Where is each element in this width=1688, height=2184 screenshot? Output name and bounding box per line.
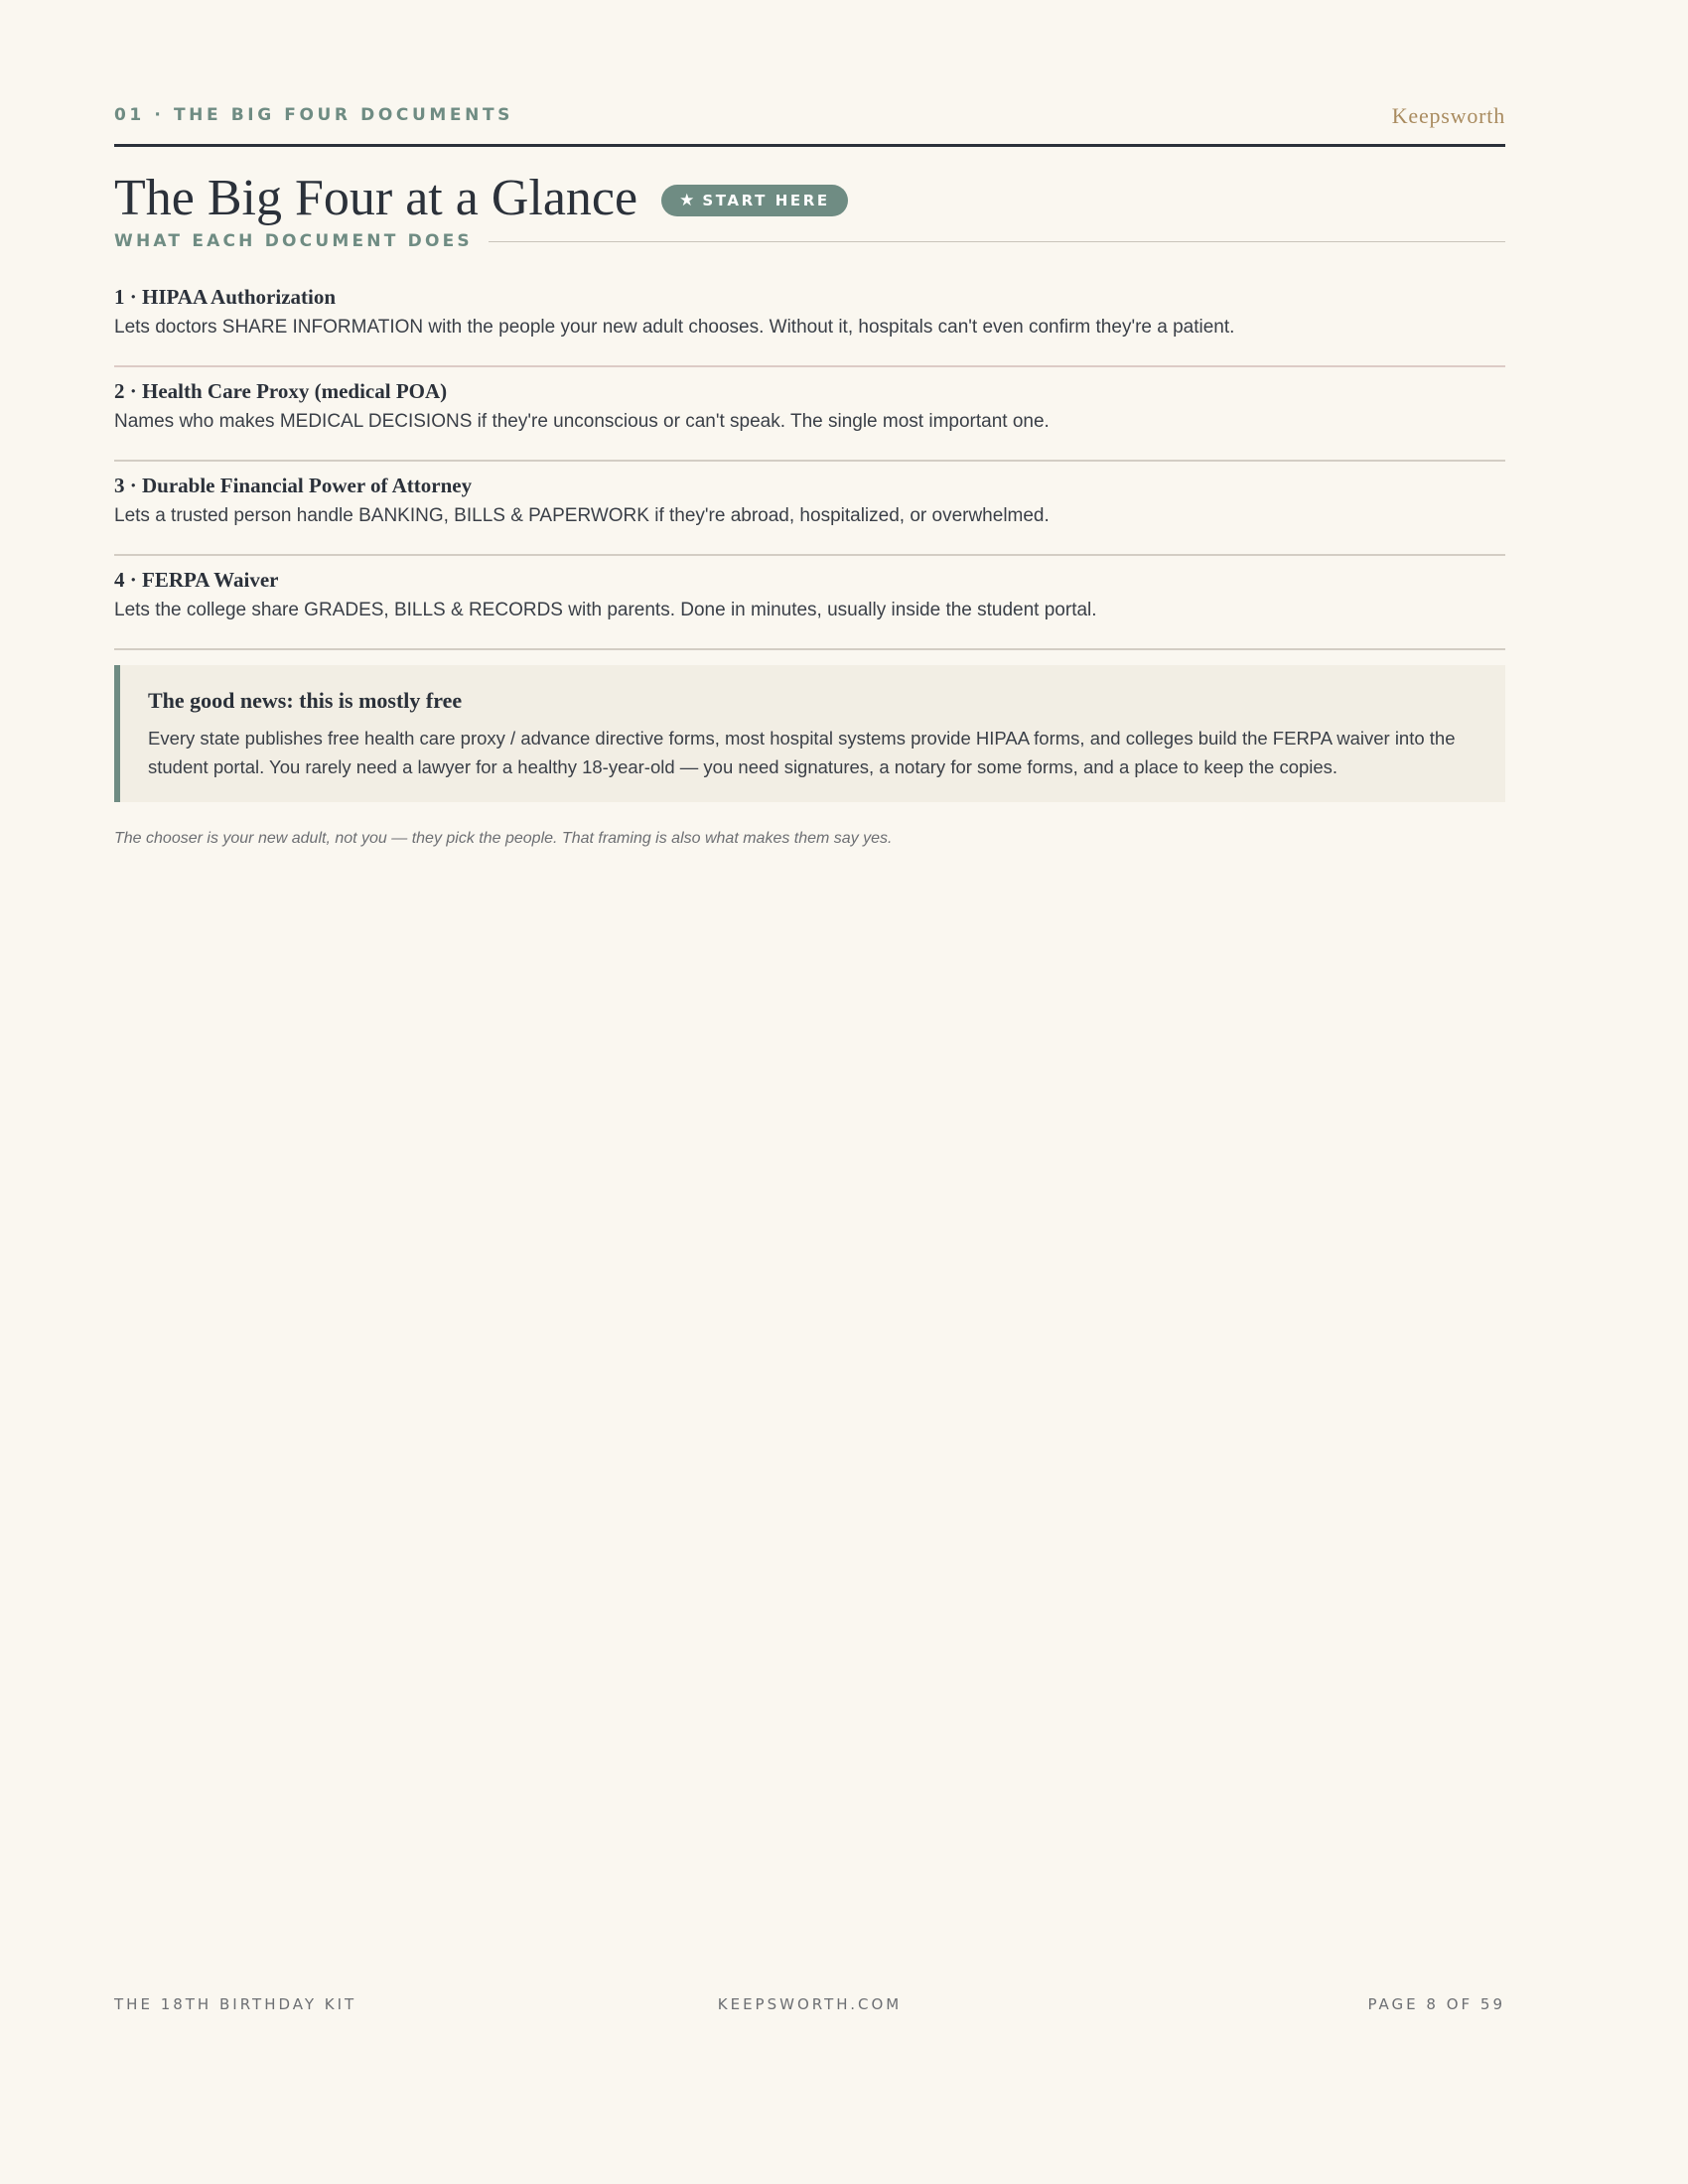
running-header	[114, 104, 1505, 147]
brand-name: Keepsworth	[1391, 103, 1505, 128]
document-item-hipaa	[114, 273, 1505, 367]
page	[114, 0, 1505, 2184]
good-news-callout	[114, 665, 1505, 802]
document-item-ferpa	[114, 556, 1505, 650]
document-heading: 2 · Health Care Proxy (medical POA)	[114, 379, 448, 403]
section-subheading: WHAT EACH DOCUMENT DOES	[114, 231, 473, 251]
document-heading: 3 · Durable Financial Power of Attorney	[114, 474, 473, 497]
page-footer	[114, 1995, 1505, 2017]
callout-body: Every state publishes free health care proxy / advance directive forms, most hospital systems provide HIPAA forms, and colleges build the FERPA waiver into the student portal. You rarely need a lawyer for a healthy 18-year-old — you need signatures, a notary for some forms, and a place to keep the copies.	[148, 728, 1456, 777]
document-heading: 1 · HIPAA Authorization	[114, 285, 337, 309]
subheading-rule	[489, 241, 1505, 242]
callout-title: The good news: this is mostly free	[148, 688, 463, 713]
section-label: 01 · THE BIG FOUR DOCUMENTS	[114, 105, 513, 125]
title-row	[114, 167, 848, 230]
page-title: The Big Four at a Glance	[114, 170, 638, 226]
footnote: The chooser is your new adult, not you — they pick the people. That framing is also what makes them say yes.	[114, 830, 893, 847]
document-item-financial-poa	[114, 462, 1505, 556]
document-heading: 4 · FERPA Waiver	[114, 568, 279, 592]
subheading-row	[114, 228, 1505, 254]
document-list	[114, 273, 1505, 650]
document-description: Lets the college share GRADES, BILLS & RECORDS with parents. Done in minutes, usually inside the student portal.	[114, 600, 1097, 620]
footer-kit-title: THE 18TH BIRTHDAY KIT	[114, 1995, 357, 2013]
document-item-health-care-proxy	[114, 367, 1505, 462]
document-description: Lets doctors SHARE INFORMATION with the people your new adult chooses. Without it, hospitals can't even confirm they're a patient.	[114, 317, 1235, 338]
star-icon: ★	[679, 191, 695, 210]
document-description: Lets a trusted person handle BANKING, BILLS & PAPERWORK if they're abroad, hospitalized, or overwhelmed.	[114, 505, 1050, 526]
badge-label: START HERE	[702, 192, 830, 209]
start-here-badge	[661, 185, 848, 216]
page-number: PAGE 8 OF 59	[1367, 1995, 1505, 2013]
footer-website: KEEPSWORTH.COM	[717, 1995, 903, 2013]
document-description: Names who makes MEDICAL DECISIONS if they're unconscious or can't speak. The single most important one.	[114, 411, 1050, 432]
